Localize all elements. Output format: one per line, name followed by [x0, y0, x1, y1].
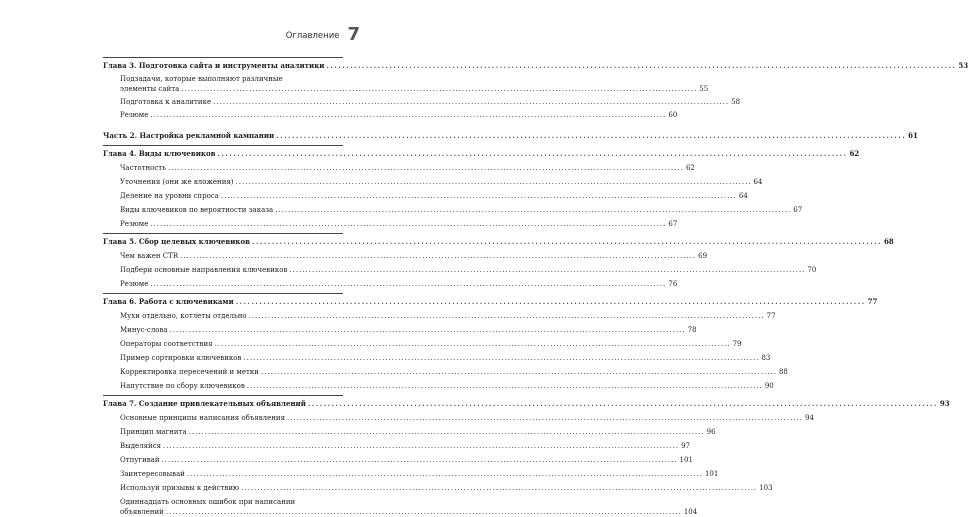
toc-section[interactable]: Используй призывы к действию ................................................................................................................................................................ 103 [120, 484, 773, 492]
toc-section[interactable]: Заинтересовывай ................................................................................................................................................................ 101 [120, 470, 719, 478]
dot-leader: ................................................................................................................................................................ [161, 456, 678, 464]
toc-section[interactable]: Мухи отдельно, котлеты отдельно ................................................................................................................................................................ 77 [120, 312, 776, 320]
dot-leader: ................................................................................................................................................................ [220, 192, 737, 200]
toc-section[interactable]: Деление на уровни спроса ................................................................................................................................................................ 64 [120, 192, 748, 200]
dot-leader: ................................................................................................................................................................ [241, 484, 758, 492]
toc-section[interactable]: Подготовка к аналитике ................................................................................................................................................................ 58 [120, 98, 741, 106]
toc-chapter-6[interactable]: Глава 6. Работа с ключевиками ................................................................................................................................................................ 77 [103, 297, 878, 306]
toc-section[interactable]: Напутствие по сбору ключевиков ................................................................................................................................................................ 90 [120, 382, 774, 390]
toc-section[interactable]: Чем важен CTR ................................................................................................................................................................ 69 [120, 252, 708, 260]
toc-section[interactable]: Подбери основные направления ключевиков ................................................................................................................................................................ 70 [120, 266, 817, 274]
toc-section[interactable]: Корректировка пересечений и метки ................................................................................................................................................................ 88 [120, 368, 788, 376]
toc-section[interactable]: Уточнения (они же вложения) ................................................................................................................................................................ 64 [120, 178, 763, 186]
dot-leader: ................................................................................................................................................................ [252, 237, 882, 246]
toc-section[interactable]: Виды ключевиков по вероятности заказа ................................................................................................................................................................ 67 [120, 206, 803, 214]
chapter-divider [103, 145, 343, 146]
toc-section[interactable]: Частотность ................................................................................................................................................................ 62 [120, 164, 695, 172]
toc-section[interactable]: Принцип магнита ................................................................................................................................................................ 96 [120, 428, 716, 436]
running-head: Оглавление [285, 31, 340, 41]
dot-leader: ................................................................................................................................................................ [235, 178, 752, 186]
dot-leader: ................................................................................................................................................................ [248, 312, 765, 320]
dot-leader: ................................................................................................................................................................ [260, 368, 777, 376]
toc-section[interactable]: Подзадачи, которые выполняют различные элементы сайта ................................................................................................................................................................ 55 [120, 75, 709, 93]
toc-section[interactable]: Резюме ................................................................................................................................................................ 67 [120, 220, 678, 228]
toc-part-2[interactable]: Часть 2. Настройка рекламной кампании ................................................................................................................................................................ 61 [103, 131, 918, 140]
dot-leader: ................................................................................................................................................................ [167, 164, 684, 172]
dot-leader: ................................................................................................................................................................ [188, 428, 705, 436]
dot-leader: ................................................................................................................................................................ [243, 354, 760, 362]
dot-leader: ................................................................................................................................................................ [150, 220, 667, 228]
toc-section[interactable]: Резюме ................................................................................................................................................................ 76 [120, 280, 678, 288]
dot-leader: ................................................................................................................................................................ [213, 98, 730, 106]
page-header [286, 26, 360, 44]
chapter-divider [103, 293, 343, 294]
dot-leader: ................................................................................................................................................................ [163, 442, 680, 450]
dot-leader: ................................................................................................................................................................ [214, 340, 731, 348]
toc-section[interactable]: Операторы соответствия ................................................................................................................................................................ 79 [120, 340, 742, 348]
toc-chapter-3[interactable]: Глава 3. Подготовка сайта и инструменты аналитики ................................................................................................................................................................ 53 [103, 61, 968, 70]
page-number: 7 [347, 24, 360, 45]
toc-section[interactable]: Одиннадцать основных ошибок при написании объявлений ................................................................................................................................................................ 104 [120, 498, 698, 516]
dot-leader: ................................................................................................................................................................ [235, 297, 866, 306]
chapter-divider [103, 57, 343, 58]
dot-leader: ................................................................................................................................................................ [326, 61, 957, 70]
toc-chapter-7[interactable]: Глава 7. Создание привлекательных объявлений ................................................................................................................................................................ 93 [103, 399, 950, 408]
dot-leader: ................................................................................................................................................................ [217, 149, 848, 158]
chapter-divider [103, 233, 343, 234]
dot-leader: ................................................................................................................................................................ [186, 470, 703, 478]
table-of-contents [103, 57, 968, 517]
toc-section[interactable]: Основные принципы написания объявления ................................................................................................................................................................ 94 [120, 414, 814, 422]
dot-leader: ................................................................................................................................................................ [307, 399, 938, 408]
toc-section[interactable]: Минус-слова ................................................................................................................................................................ 78 [120, 326, 697, 334]
dot-leader: ................................................................................................................................................................ [165, 508, 682, 516]
dot-leader: ................................................................................................................................................................ [276, 131, 907, 140]
toc-section[interactable]: Пример сортировки ключевиков ................................................................................................................................................................ 83 [120, 354, 771, 362]
dot-leader: ................................................................................................................................................................ [246, 382, 763, 390]
chapter-divider [103, 395, 343, 396]
dot-leader: ................................................................................................................................................................ [287, 414, 804, 422]
dot-leader: ................................................................................................................................................................ [289, 266, 806, 274]
toc-section[interactable]: Резюме ................................................................................................................................................................ 60 [120, 111, 678, 119]
toc-chapter-4[interactable]: Глава 4. Виды ключевиков ................................................................................................................................................................ 62 [103, 149, 860, 158]
toc-chapter-5[interactable]: Глава 5. Сбор целевых ключевиков ................................................................................................................................................................ 68 [103, 237, 894, 246]
toc-section[interactable]: Выделяйся ................................................................................................................................................................ 97 [120, 442, 690, 450]
toc-section[interactable]: Отпугивай ................................................................................................................................................................ 101 [120, 456, 693, 464]
dot-leader: ................................................................................................................................................................ [150, 280, 667, 288]
dot-leader: ................................................................................................................................................................ [180, 252, 697, 260]
dot-leader: ................................................................................................................................................................ [275, 206, 792, 214]
dot-leader: ................................................................................................................................................................ [181, 85, 698, 93]
dot-leader: ................................................................................................................................................................ [150, 111, 667, 119]
dot-leader: ................................................................................................................................................................ [169, 326, 686, 334]
